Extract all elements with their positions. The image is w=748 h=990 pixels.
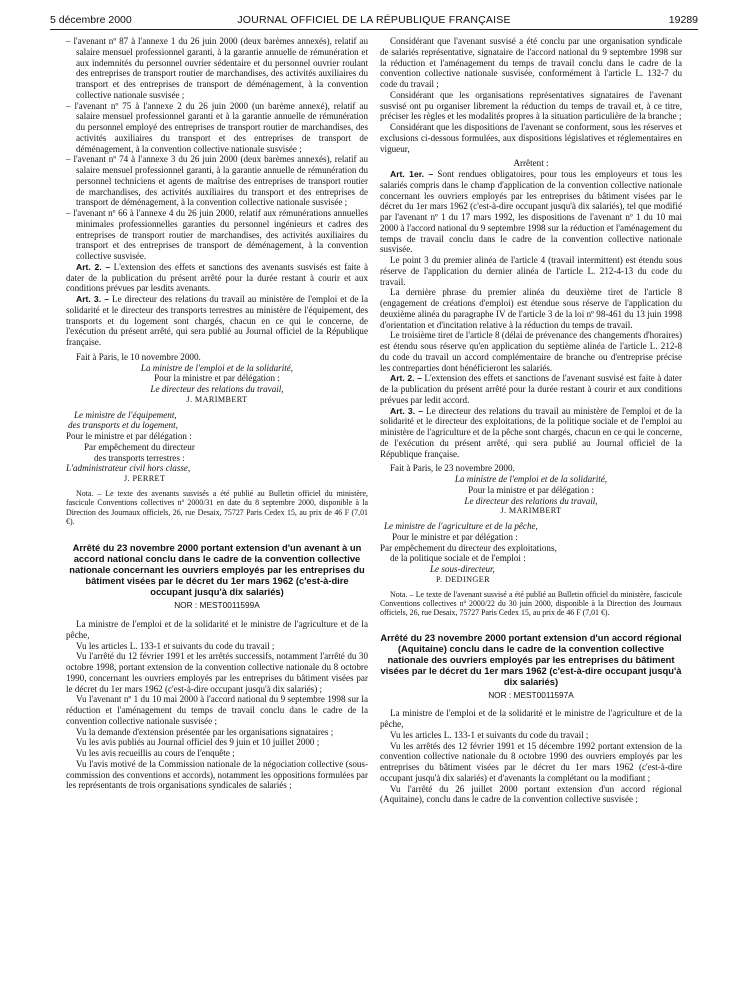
signatory-impediment: de la politique sociale et de l'emploi : (390, 553, 526, 564)
signatory-role: Le directeur des relations du travail, (464, 495, 598, 506)
body-paragraph: Vu l'arrêté du 12 février 1991 et les arrêtés successifs, notamment l'arrêté du 30 octobre 1998, portant extension de la convention collective nationale du 8 octobre 1990, concernant les ouvriers employés par les entreprises du bâtiment visées par le décret du 1er mars 1962 (c'est-à-dire occupant jusqu'à dix salariés) ; (66, 651, 368, 694)
journal-title: JOURNAL OFFICIEL DE LA RÉPUBLIQUE FRANÇAISE (237, 14, 511, 26)
nor-reference: NOR : MEST0011599A (174, 600, 260, 611)
header-rule (50, 29, 698, 30)
signature-date: Fait à Paris, le 23 novembre 2000. (390, 463, 515, 474)
body-paragraph: Vu l'arrêté du 26 juillet 2000 portant extension d'un accord régional (Aquitaine), conclu dans le cadre de la convention collective susvisée ; (380, 783, 682, 805)
page-header (50, 14, 698, 28)
body-paragraph: Vu les avis recueillis au cours de l'enquête ; (76, 748, 235, 759)
nor-reference: NOR : MEST0011597A (488, 689, 574, 700)
body-paragraph: Vu les avis publiés au Journal officiel des 9 juin et 10 juillet 2000 ; (76, 737, 320, 748)
signatory-impediment: Par empêchement du directeur (84, 441, 195, 452)
signatory-name: P. DEDINGER (436, 574, 490, 584)
body-paragraph: Vu l'avis motivé de la Commission nationale de la négociation collective (sous-commission des conventions et accords), notamment les oppositions formulées par les représentants de trois organisations syndicales de salariés ; (66, 758, 368, 791)
signatory-impediment: des transports terrestres : (94, 452, 185, 463)
body-paragraph: Vu la demande d'extension présentée par les organisations signataires ; (76, 726, 334, 737)
signatory-role: L'administrateur civil hors classe, (66, 463, 191, 474)
body-paragraph: Vu l'avenant nº 1 du 10 mai 2000 à l'accord national du 9 septembre 1998 sur la réduction et l'aménagement du temps de travail conclu dans le cadre de la convention collective nationale susvisée ; (66, 694, 368, 726)
body-paragraph: Vu les articles L. 133-1 et suivants du code du travail ; (390, 729, 589, 740)
page-number: 19289 (668, 14, 698, 26)
signatory-minister: Le ministre de l'équipement, (74, 409, 177, 420)
body-paragraph: Vu les arrêtés des 12 février 1991 et 15 décembre 1992 portant extension de la convention collective nationale du 8 octobre 1990 des ouvriers employés par les entreprises du bâtiment visées par le décret du 1er mars 1962 (c'est-à-dire occupant jusqu'à dix salariés) et d'avenants la complétant ou la modifiant ; (380, 740, 682, 783)
decree-title: Arrêté du 23 novembre 2000 portant extension d'un avenant à un accord national conclu dans le cadre de la convention collective nationale concernant les ouvriers employés par les entreprises du bâtiment visées par le décret du 1er mars 1962 (c'est-à-dire occupant jusqu'à dix salariés) (69, 542, 365, 598)
article-3: Art. 3. – Le directeur des relations du travail au ministère de l'emploi et de la solidarité et le directeur des exploitations, de la politique sociale et de l'emploi au ministère de l'agriculture et de la pêche sont chargés, chacun en ce qui le concerne, de l'exécution du présent arrêté, qui sera publié au Journal officiel de la République française. (380, 405, 682, 459)
issue-date: 5 décembre 2000 (50, 14, 132, 26)
signatory-delegation: Pour la ministre et par délégation : (468, 484, 594, 495)
signatory-name: J. MARIMBERT (500, 506, 562, 516)
decree-title: Arrêté du 23 novembre 2000 portant extension d'un accord régional (Aquitaine) conclu dans le cadre de la convention collective nationale des ouvriers employés par les entreprises du bâtiment visées par le décret du 1er mars 1962 (c'est-à-dire occupant jusqu'à dix salariés) (380, 631, 682, 687)
signatory-delegation: Pour le ministre et par délégation : (392, 531, 518, 542)
footnote: Nota. – Le texte de l'avenant susvisé a été publié au Bulletin officiel du ministère, fascicule Conventions collectives nº 2000/22 du 30 juin 2000, disponible à la Direction des Journaux officiels, 26, rue Desaix, 75727 Paris Cedex 15, au prix de 46 F (7,01 €). (380, 589, 682, 618)
signatory-name: J. PERRET (124, 474, 166, 483)
body-paragraph: La ministre de l'emploi et de la solidarité et le ministre de l'agriculture et de la pêche, (380, 708, 682, 730)
list-item: – l'avenant nº 66 à l'annexe 4 du 26 juin 2000, relatif aux rémunérations annuelles minimales professionnelles garanties du personnel ingénieurs et cadres des entreprises de transport routier de marchandises, des activités auxiliaires du transport et des entreprises de transport de déménagement, à la convention collective susvisée. (66, 208, 368, 261)
body-paragraph: Considérant que les dispositions de l'avenant se conforment, sous les réserves et exclusions ci-dessous formulées, aux dispositions législatives et réglementaires en vigueur, (380, 122, 682, 154)
body-paragraph: Le point 3 du premier alinéa de l'article 4 (travail intermittent) est étendu sous réserve de l'application du dernier alinéa de l'article L. 212-4-13 du code du travail. (380, 255, 682, 287)
signatory-impediment: Par empêchement du directeur des exploitations, (380, 542, 557, 553)
article-2: Art. 2. – L'extension des effets et sanctions des avenants susvisés est faite à dater de la publication du présent arrêté pour la durée restant à courir et aux conditions prévues par lesdits avenants. (66, 261, 368, 294)
signatory-minister: Le ministre de l'agriculture et de la pêche, (384, 521, 538, 531)
list-item: – l'avenant nº 87 à l'annexe 1 du 26 juin 2000 (deux barèmes annexés), relatif au salaire mensuel professionnel garanti, à la garantie annuelle de rémunération et aux indemnités du personnel ouvrier sédentaire et du personnel ouvrier roulant des entreprises de transport routier de marchandises, des activités auxiliaires du transport et des entreprises de transport de déménagement, à la convention collective nationale susvisée ; (66, 36, 368, 100)
article-3: Art. 3. – Le directeur des relations du travail au ministère de l'emploi et de la solidarité et le directeur des transports terrestres au ministère de l'équipement, des transports et du logement sont chargés, chacun en ce qui le concerne, de l'exécution du présent arrêté, qui sera publié au Journal officiel de la République française. (66, 294, 368, 347)
footnote: Nota. – Le texte des avenants susvisés a été publié au Bulletin officiel du ministère, fascicule Conventions collectives nº 2000/31 en date du 8 septembre 2000, disponible à la Direction des Journaux officiels, 26, rue Desaix, 75727 Paris Cedex 15, au prix de 46 F (7,01 €). (66, 488, 368, 526)
signatory-role: Le directeur des relations du travail, (150, 384, 284, 394)
signatory-name: J. MARIMBERT (186, 394, 248, 404)
signatory-minister: La ministre de l'emploi et de la solidarité, (454, 474, 608, 484)
article-1: Art. 1er. – Sont rendues obligatoires, pour tous les employeurs et tous les salariés compris dans le champ d'application de la convention collective nationale concernant les ouvriers employés par les entreprises du bâtiment visées par le décret du 1er mars 1962 (c'est-à-dire occupant jusqu'à dix salariés), tel que modifié par l'avenant nº 1 du 17 mars 1992, les dispositions de l'avenant nº 1 du 10 mai 2000 à l'accord national du 9 septembre 1998 sur la réduction et l'aménagement du temps de travail conclu dans le cadre de la convention collective nationale susvisée. (380, 169, 682, 255)
article-2: Art. 2. – L'extension des effets et sanctions de l'avenant susvisé est faite à dater de la publication du présent arrêté pour la durée restant à courir et aux conditions prévues par ledit accord. (380, 373, 682, 405)
signatory-minister: des transports et du logement, (68, 420, 178, 431)
body-paragraph: La ministre de l'emploi et de la solidarité et le ministre de l'agriculture et de la pêche, (66, 619, 368, 640)
list-item: – l'avenant nº 75 à l'annexe 2 du 26 juin 2000 (un barème annexé), relatif au salaire mensuel professionnel garanti et à la garantie annuelle de rémunération du personnel employé des entreprises de transport routier de marchandises, des activités auxiliaires du transport et des entreprises de transport de déménagement, à la convention collective nationale susvisée ; (66, 100, 368, 154)
right-column (380, 36, 682, 805)
arretent-heading: Arrêtent : (513, 158, 549, 169)
left-column (66, 36, 368, 791)
signatory-delegation: Pour la ministre et par délégation : (154, 373, 280, 384)
signatory-delegation: Pour le ministre et par délégation : (66, 431, 192, 441)
body-paragraph: Considérant que les organisations représentatives signataires de l'avenant susvisé ont pu organiser librement la réduction du temps de travail et, à ce titre, préciser les règles et les modalités propres à la situation particulière de la branche ; (380, 89, 682, 122)
signatory-role: Le sous-directeur, (430, 564, 495, 574)
body-paragraph: La dernière phrase du premier alinéa du deuxième tiret de l'article 8 (engagement de créations d'emploi) est étendue sous réserve de l'application du deuxième alinéa du paragraphe IV de l'article 3 de la loi nº 98-461 du 13 juin 1998 d'orientation et d'incitation relative à la réduction du temps de travail. (380, 287, 682, 330)
list-item: – l'avenant nº 74 à l'annexe 3 du 26 juin 2000 (deux barèmes annexés), relatif au salaire mensuel professionnel garanti, à la garantie annuelle de rémunération du personnel techniciens et agents de maîtrise des entreprises de transport routier de marchandises, des activités auxiliaires du transport et des entreprises de transport de déménagement, à la convention collective nationale susvisée ; (66, 154, 368, 208)
signatory-minister: La ministre de l'emploi et de la solidarité, (140, 362, 294, 373)
body-paragraph: Considérant que l'avenant susvisé a été conclu par une organisation syndicale de salariés représentative, signataire de l'accord national du 9 septembre 1998 sur la réduction et l'aménagement du temps de travail conclu dans le cadre de la convention collective nationale susvisée, conformément à l'article L. 132-7 du code du travail ; (380, 36, 682, 89)
body-paragraph: Vu les articles L. 133-1 et suivants du code du travail ; (76, 640, 275, 651)
body-paragraph: Le troisième tiret de l'article 8 (délai de prévenance des changements d'horaires) est étendu sous réserve qu'en application du septième alinéa de l'article L. 212-8 du code du travail un accord complémentaire de branche ou d'entreprise précise les contreparties dont bénéficieront les salariés. (380, 330, 682, 373)
signature-date: Fait à Paris, le 10 novembre 2000. (76, 351, 201, 362)
